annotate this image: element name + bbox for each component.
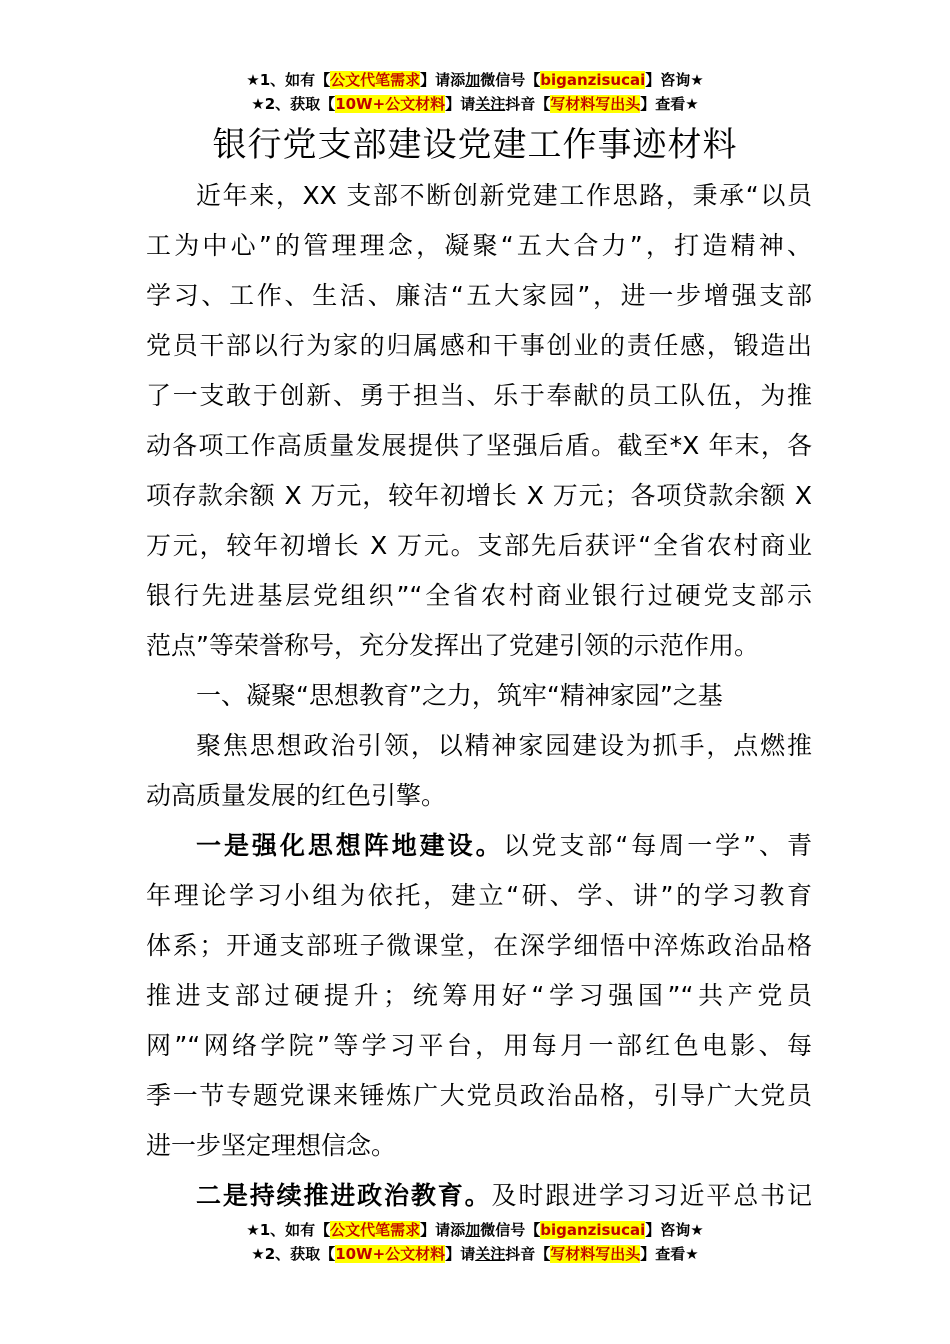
paragraph-line: 网”“网络学院”等学习平台，用每月一部红色电影、每: [146, 1031, 812, 1060]
banner-text: 】查看★: [640, 95, 699, 113]
paragraph-line-with-lead: [146, 1171, 812, 1221]
paragraph-line: 党员干部以行为家的归属感和干事创业的责任感，锻造出: [146, 331, 812, 360]
paragraph-line-with-lead: [146, 821, 812, 871]
banner-text: 】请添: [420, 1221, 466, 1239]
paragraph-line: 季一节专题党课来锤炼广大党员政治品格，引导广大党员: [146, 1081, 812, 1110]
banner-text: 】咨询★: [645, 1221, 704, 1239]
banner-emphasis: 加: [465, 71, 481, 89]
paragraph-line: 范点”等荣誉称号，充分发挥出了党建引领的示范作用。: [146, 631, 759, 660]
banner-emphasis: 加: [465, 1221, 481, 1239]
footer-banner-line-1: [0, 1218, 950, 1242]
banner-text: 微信号【: [480, 1221, 541, 1239]
banner-text: ★2、获取【: [251, 95, 336, 113]
banner-text: ★1、如有【: [246, 1221, 331, 1239]
bold-lead: 二是持续推进政治教育。: [196, 1181, 492, 1210]
banner-highlight: 写材料写出头: [550, 1245, 641, 1263]
paragraph-line: 动高质量发展的红色引擎。: [146, 781, 447, 810]
document-title: 银行党支部建设党建工作事迹材料: [212, 125, 738, 165]
banner-text: ★2、获取【: [251, 1245, 336, 1263]
document-body: [146, 171, 812, 1221]
section-heading: 一、凝聚“思想教育”之力，筑牢“精神家园”之基: [196, 681, 723, 710]
banner-highlight: 10W+公文材料: [335, 1245, 446, 1263]
paragraph-line: 近年来，XX 支部不断创新党建工作思路，秉承“以员: [196, 181, 812, 210]
banner-text: 】查看★: [640, 1245, 699, 1263]
banner-text: 】请: [445, 95, 476, 113]
paragraph-line: 了一支敢于创新、勇于担当、乐于奉献的员工队伍，为推: [146, 381, 812, 410]
banner-text: 】请: [445, 1245, 476, 1263]
paragraph-line: 聚焦思想政治引领，以精神家园建设为抓手，点燃推: [196, 731, 812, 760]
banner-highlight: biganzisucai: [540, 1221, 646, 1239]
paragraph-line: 体系；开通支部班子微课堂，在深学细悟中淬炼政治品格: [146, 931, 812, 960]
paragraph-line: 推进支部过硬提升；统筹用好“学习强国”“共产党员: [146, 981, 812, 1010]
header-banner-line-2: [0, 92, 950, 116]
banner-text: 微信号【: [480, 71, 541, 89]
banner-highlight: biganzisucai: [540, 71, 646, 89]
paragraph-line: 项存款余额 X 万元，较年初增长 X 万元；各项贷款余额 X: [146, 481, 812, 510]
banner-highlight: 公文代笔需求: [330, 1221, 421, 1239]
paragraph-line: 进一步坚定理想信念。: [146, 1131, 397, 1160]
banner-text: 】咨询★: [645, 71, 704, 89]
banner-highlight: 10W+公文材料: [335, 95, 446, 113]
banner-emphasis: 关注: [475, 95, 506, 113]
paragraph-line: 万元，较年初增长 X 万元。支部先后获评“全省农村商业: [146, 531, 812, 560]
paragraph-line: 学习、工作、生活、廉洁“五大家园”，进一步增强支部: [146, 281, 812, 310]
banner-highlight: 公文代笔需求: [330, 71, 421, 89]
paragraph-line: 银行先进基层党组织”“全省农村商业银行过硬党支部示: [146, 581, 812, 610]
paragraph-line: 动各项工作高质量发展提供了坚强后盾。截至*X 年末，各: [146, 431, 812, 460]
banner-emphasis: 关注: [475, 1245, 506, 1263]
banner-highlight: 写材料写出头: [550, 95, 641, 113]
banner-text: 抖音【: [505, 95, 551, 113]
paragraph-text: 及时跟进学习习近平总书记: [491, 1181, 812, 1210]
paragraph-line: 工为中心”的管理理念，凝聚“五大合力”，打造精神、: [146, 231, 812, 260]
bold-lead: 一是强化思想阵地建设。: [196, 831, 504, 860]
header-banner-line-1: [0, 68, 950, 92]
banner-text: 】请添: [420, 71, 466, 89]
paragraph-text: 以党支部“每周一学”、青: [503, 831, 812, 860]
banner-text: ★1、如有【: [246, 71, 331, 89]
footer-banner-line-2: [0, 1242, 950, 1266]
paragraph-line: 年理论学习小组为依托，建立“研、学、讲”的学习教育: [146, 881, 812, 910]
banner-text: 抖音【: [505, 1245, 551, 1263]
